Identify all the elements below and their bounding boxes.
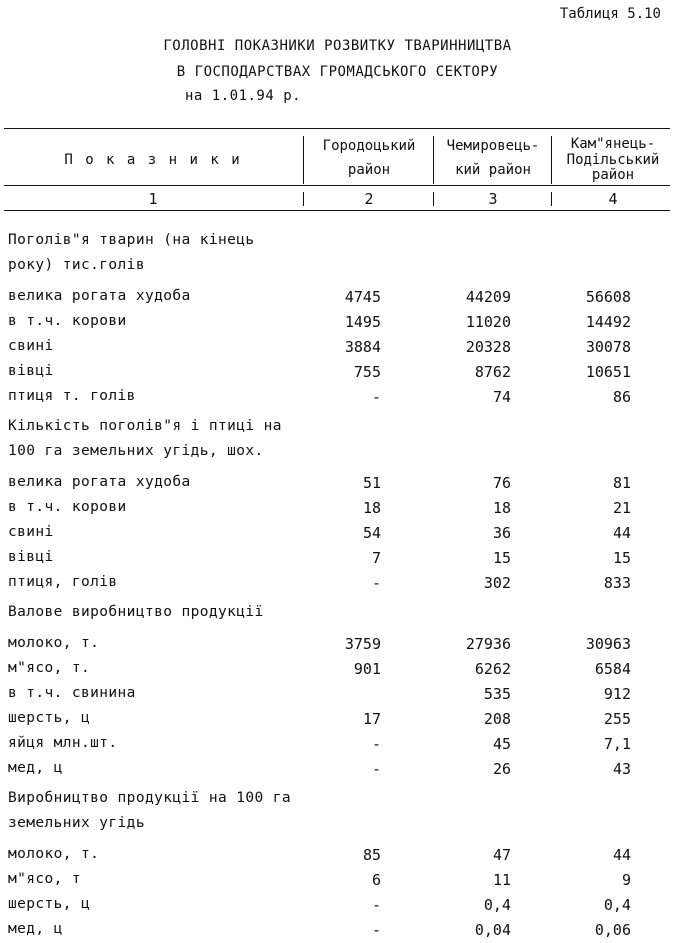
value-horodok: 17 (362, 710, 381, 728)
value-kamianets: 15 (612, 549, 631, 567)
row-label: свині (8, 524, 54, 540)
value-horodok: 18 (362, 499, 381, 517)
table-row (0, 574, 675, 596)
colnum-divider-1 (303, 192, 304, 206)
row-label: Валове виробництво продукції (8, 604, 264, 620)
value-chemerivtsi: 18 (492, 499, 511, 517)
value-kamianets: 56608 (585, 288, 631, 306)
header-col2-line2: район (347, 162, 391, 178)
value-kamianets: 81 (612, 474, 631, 492)
value-kamianets: 833 (603, 574, 631, 592)
table-row (0, 338, 675, 360)
value-kamianets: 21 (612, 499, 631, 517)
table-row (0, 660, 675, 682)
value-chemerivtsi: 0,4 (483, 896, 511, 914)
row-label: 100 га земельних угідь, шох. (8, 443, 264, 459)
value-horodok: - (371, 735, 381, 753)
table-row (0, 685, 675, 707)
value-horodok: - (371, 574, 381, 592)
table-row (0, 635, 675, 657)
value-chemerivtsi: 8762 (474, 363, 511, 381)
section-heading (0, 790, 675, 812)
value-horodok: 3759 (344, 635, 381, 653)
header-col4-line2: Подільський (566, 152, 660, 168)
table-row (0, 313, 675, 335)
table-row (0, 735, 675, 757)
section-heading (0, 257, 675, 279)
row-label: молоко, т. (8, 846, 100, 862)
header-indicators: П о к а з н и к и (64, 152, 242, 168)
row-label: року) тис.голів (8, 257, 145, 273)
value-horodok: 901 (353, 660, 381, 678)
value-kamianets: 86 (612, 388, 631, 406)
value-chemerivtsi: 11020 (465, 313, 511, 331)
value-chemerivtsi: 302 (483, 574, 511, 592)
row-label: м"ясо, т (8, 871, 82, 887)
value-chemerivtsi: 74 (492, 388, 511, 406)
row-label: велика рогата худоба (8, 288, 191, 304)
row-label: яйця млн.шт. (8, 735, 118, 751)
header-col3-line2: кий район (455, 162, 531, 178)
section-heading (0, 443, 675, 465)
section-heading (0, 418, 675, 440)
table-row (0, 921, 675, 943)
value-chemerivtsi: 208 (483, 710, 511, 728)
table-row (0, 388, 675, 410)
value-horodok: - (371, 388, 381, 406)
table-row (0, 896, 675, 918)
row-label: молоко, т. (8, 635, 100, 651)
table-row (0, 363, 675, 385)
row-label: земельних угідь (8, 815, 145, 831)
value-kamianets: 10651 (585, 363, 631, 381)
value-chemerivtsi: 535 (483, 685, 511, 703)
value-kamianets: 44 (612, 524, 631, 542)
col-number-1: 1 (148, 190, 158, 208)
header-col4-line3: район (591, 167, 635, 183)
row-label: Кількість поголів"я і птиці на (8, 418, 282, 434)
value-chemerivtsi: 47 (492, 846, 511, 864)
value-chemerivtsi: 27936 (465, 635, 511, 653)
value-horodok: 755 (353, 363, 381, 381)
value-horodok: 1495 (344, 313, 381, 331)
table-row (0, 846, 675, 868)
value-horodok: 85 (362, 846, 381, 864)
header-middle-rule (4, 185, 670, 186)
section-heading (0, 604, 675, 626)
section-heading (0, 815, 675, 837)
row-label: птиця, голів (8, 574, 118, 590)
colnum-divider-3 (551, 192, 552, 206)
value-kamianets: 6584 (594, 660, 631, 678)
header-col2-line1: Городоцький (322, 138, 416, 154)
value-kamianets: 9 (621, 871, 631, 889)
value-kamianets: 30078 (585, 338, 631, 356)
value-chemerivtsi: 15 (492, 549, 511, 567)
header-top-rule (4, 128, 670, 129)
header-divider-1 (303, 136, 304, 184)
row-label: вівці (8, 363, 54, 379)
value-kamianets: 43 (612, 760, 631, 778)
value-kamianets: 912 (603, 685, 631, 703)
value-horodok: - (371, 921, 381, 939)
value-chemerivtsi: 44209 (465, 288, 511, 306)
value-chemerivtsi: 6262 (474, 660, 511, 678)
row-label: мед, ц (8, 760, 63, 776)
value-horodok: - (371, 896, 381, 914)
row-label: шерсть, ц (8, 896, 91, 912)
row-label: велика рогата худоба (8, 474, 191, 490)
value-horodok: 4745 (344, 288, 381, 306)
value-horodok: 7 (371, 549, 381, 567)
table-row (0, 474, 675, 496)
value-kamianets: 7,1 (603, 735, 631, 753)
table-row (0, 499, 675, 521)
table-row (0, 760, 675, 782)
value-chemerivtsi: 26 (492, 760, 511, 778)
header-col4-line1: Кам"янець- (570, 136, 656, 152)
value-horodok: 3884 (344, 338, 381, 356)
title-line-1: ГОЛОВНІ ПОКАЗНИКИ РОЗВИТКУ ТВАРИННИЦТВА (163, 38, 512, 54)
table-row (0, 549, 675, 571)
value-kamianets: 30963 (585, 635, 631, 653)
header-col3-line1: Чемировець- (446, 138, 540, 154)
value-chemerivtsi: 36 (492, 524, 511, 542)
header-divider-3 (551, 136, 552, 184)
row-label: м"ясо, т. (8, 660, 91, 676)
table-row (0, 710, 675, 732)
value-horodok: 6 (371, 871, 381, 889)
table-row (0, 871, 675, 893)
table-caption: Таблиця 5.10 (559, 6, 661, 22)
value-chemerivtsi: 20328 (465, 338, 511, 356)
value-kamianets: 44 (612, 846, 631, 864)
value-chemerivtsi: 11 (492, 871, 511, 889)
col-number-3: 3 (488, 190, 498, 208)
table-row (0, 524, 675, 546)
header-divider-2 (433, 136, 434, 184)
value-horodok: - (371, 760, 381, 778)
header-bottom-rule (4, 210, 670, 211)
value-kamianets: 0,4 (603, 896, 631, 914)
colnum-divider-2 (433, 192, 434, 206)
value-horodok: 54 (362, 524, 381, 542)
value-horodok: 51 (362, 474, 381, 492)
value-kamianets: 0,06 (594, 921, 631, 939)
table-row (0, 288, 675, 310)
row-label: в т.ч. корови (8, 313, 127, 329)
col-number-2: 2 (364, 190, 374, 208)
value-kamianets: 255 (603, 710, 631, 728)
value-chemerivtsi: 76 (492, 474, 511, 492)
row-label: мед, ц (8, 921, 63, 937)
value-chemerivtsi: 0,04 (474, 921, 511, 939)
title-line-3: на 1.01.94 р. (185, 88, 302, 104)
section-heading (0, 232, 675, 254)
value-kamianets: 14492 (585, 313, 631, 331)
row-label: свині (8, 338, 54, 354)
title-line-2: В ГОСПОДАРСТВАХ ГРОМАДСЬКОГО СЕКТОРУ (176, 64, 499, 80)
row-label: птиця т. голів (8, 388, 136, 404)
row-label: Поголів"я тварин (на кінець (8, 232, 255, 248)
row-label: в т.ч. свинина (8, 685, 136, 701)
value-chemerivtsi: 45 (492, 735, 511, 753)
row-label: шерсть, ц (8, 710, 91, 726)
col-number-4: 4 (608, 190, 618, 208)
row-label: вівці (8, 549, 54, 565)
row-label: Виробництво продукції на 100 га (8, 790, 292, 806)
row-label: в т.ч. корови (8, 499, 127, 515)
